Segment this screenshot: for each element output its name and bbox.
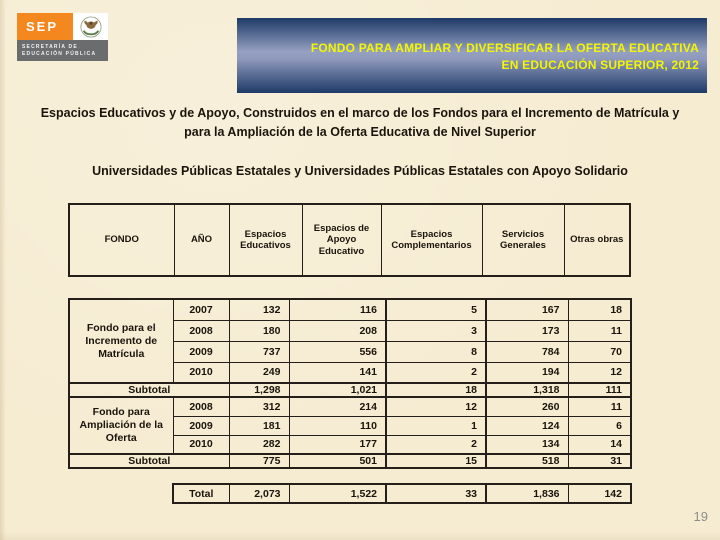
sep-wordmark: SEP — [17, 13, 73, 40]
value-cell: 3 — [386, 320, 486, 341]
value-cell: 12 — [568, 362, 631, 383]
subtotal-cell: 15 — [386, 454, 486, 468]
value-cell: 177 — [289, 435, 386, 454]
total-cell: 33 — [386, 484, 486, 503]
sep-secretaria-label — [17, 40, 108, 61]
value-cell: 181 — [229, 416, 289, 435]
title-banner — [237, 18, 707, 93]
value-cell: 6 — [568, 416, 631, 435]
intro-paragraph-2: Universidades Públicas Estatales y Universidades Públicas Estatales con Apoyo Solidario — [92, 164, 628, 178]
table-body — [68, 298, 632, 469]
subtotal-cell: 31 — [568, 454, 631, 468]
value-cell: 110 — [289, 416, 386, 435]
value-cell: 249 — [229, 362, 289, 383]
value-cell: 2 — [386, 435, 486, 454]
value-cell: 70 — [568, 341, 631, 362]
subtotal-label: Subtotal — [69, 454, 229, 468]
subtotal-cell: 18 — [386, 383, 486, 397]
value-cell: 12 — [386, 397, 486, 416]
col-header-espacios-educativos: Espacios Educativos — [229, 204, 302, 276]
title-line-1: FONDO PARA AMPLIAR Y DIVERSIFICAR LA OFERTA EDUCATIVA — [310, 40, 699, 55]
value-cell: 141 — [289, 362, 386, 383]
subtotal-cell: 501 — [289, 454, 386, 468]
value-cell: 737 — [229, 341, 289, 362]
value-cell: 260 — [486, 397, 568, 416]
value-cell: 282 — [229, 435, 289, 454]
year-cell: 2009 — [173, 416, 229, 435]
subtotal-cell: 1,298 — [229, 383, 289, 397]
value-cell: 124 — [486, 416, 568, 435]
total-row — [173, 484, 631, 503]
value-cell: 2 — [386, 362, 486, 383]
col-header-espacios-complementarios: Espacios Complementarios — [381, 204, 482, 276]
intro-paragraph-1: Espacios Educativos y de Apoyo, Construidos en el marco de los Fondos para el Incremento de Matrícula y para la Ampliación de la Oferta Educativa de Nivel Superior — [40, 106, 680, 139]
total-cell: 1,522 — [289, 484, 386, 503]
subtotal-cell: 1,318 — [486, 383, 568, 397]
fondo-incremento-label: Fondo para el Incremento de Matrícula — [69, 299, 173, 383]
col-header-otras-obras: Otras obras — [564, 204, 630, 276]
value-cell: 312 — [229, 397, 289, 416]
sep-logo — [17, 13, 108, 61]
value-cell: 5 — [386, 299, 486, 320]
subtotal-cell: 518 — [486, 454, 568, 468]
year-cell: 2008 — [173, 397, 229, 416]
subtotal-cell: 111 — [568, 383, 631, 397]
value-cell: 1 — [386, 416, 486, 435]
value-cell: 173 — [486, 320, 568, 341]
value-cell: 784 — [486, 341, 568, 362]
value-cell: 214 — [289, 397, 386, 416]
subtotal-cell: 1,021 — [289, 383, 386, 397]
table-total — [172, 483, 632, 504]
value-cell: 167 — [486, 299, 568, 320]
total-cell: 142 — [568, 484, 631, 503]
year-cell: 2010 — [173, 362, 229, 383]
value-cell: 208 — [289, 320, 386, 341]
fondo-ampliacion-label: Fondo para Ampliación de la Oferta — [69, 397, 173, 454]
value-cell: 556 — [289, 341, 386, 362]
value-cell: 116 — [289, 299, 386, 320]
subtotal-cell: 775 — [229, 454, 289, 468]
value-cell: 18 — [568, 299, 631, 320]
value-cell: 180 — [229, 320, 289, 341]
table-row — [69, 397, 631, 416]
year-cell: 2009 — [173, 341, 229, 362]
col-header-servicios-generales: Servicios Generales — [482, 204, 564, 276]
value-cell: 11 — [568, 397, 631, 416]
title-line-2: EN EDUCACIÓN SUPERIOR, 2012 — [501, 57, 699, 72]
value-cell: 134 — [486, 435, 568, 454]
value-cell: 11 — [568, 320, 631, 341]
value-cell: 194 — [486, 362, 568, 383]
page-number: 19 — [693, 509, 708, 524]
value-cell: 14 — [568, 435, 631, 454]
sep-logo-top — [17, 13, 108, 40]
col-header-espacios-apoyo: Espacios de Apoyo Educativo — [302, 204, 381, 276]
subtotal-row — [69, 454, 631, 468]
total-cell: 1,836 — [486, 484, 568, 503]
sep-secretaria-line1: SECRETARÍA DE — [22, 43, 78, 50]
value-cell: 8 — [386, 341, 486, 362]
table-row — [69, 299, 631, 320]
mexico-coat-of-arms-icon — [73, 13, 108, 40]
year-cell: 2010 — [173, 435, 229, 454]
year-cell: 2007 — [173, 299, 229, 320]
value-cell: 132 — [229, 299, 289, 320]
col-header-ano: AÑO — [174, 204, 229, 276]
subtotal-label: Subtotal — [69, 383, 229, 397]
sep-secretaria-line2: EDUCACIÓN PÚBLICA — [22, 50, 97, 57]
table-header — [68, 203, 631, 277]
col-header-fondo: FONDO — [69, 204, 174, 276]
total-cell: 2,073 — [229, 484, 289, 503]
total-label: Total — [173, 484, 229, 503]
year-cell: 2008 — [173, 320, 229, 341]
subtotal-row — [69, 383, 631, 397]
